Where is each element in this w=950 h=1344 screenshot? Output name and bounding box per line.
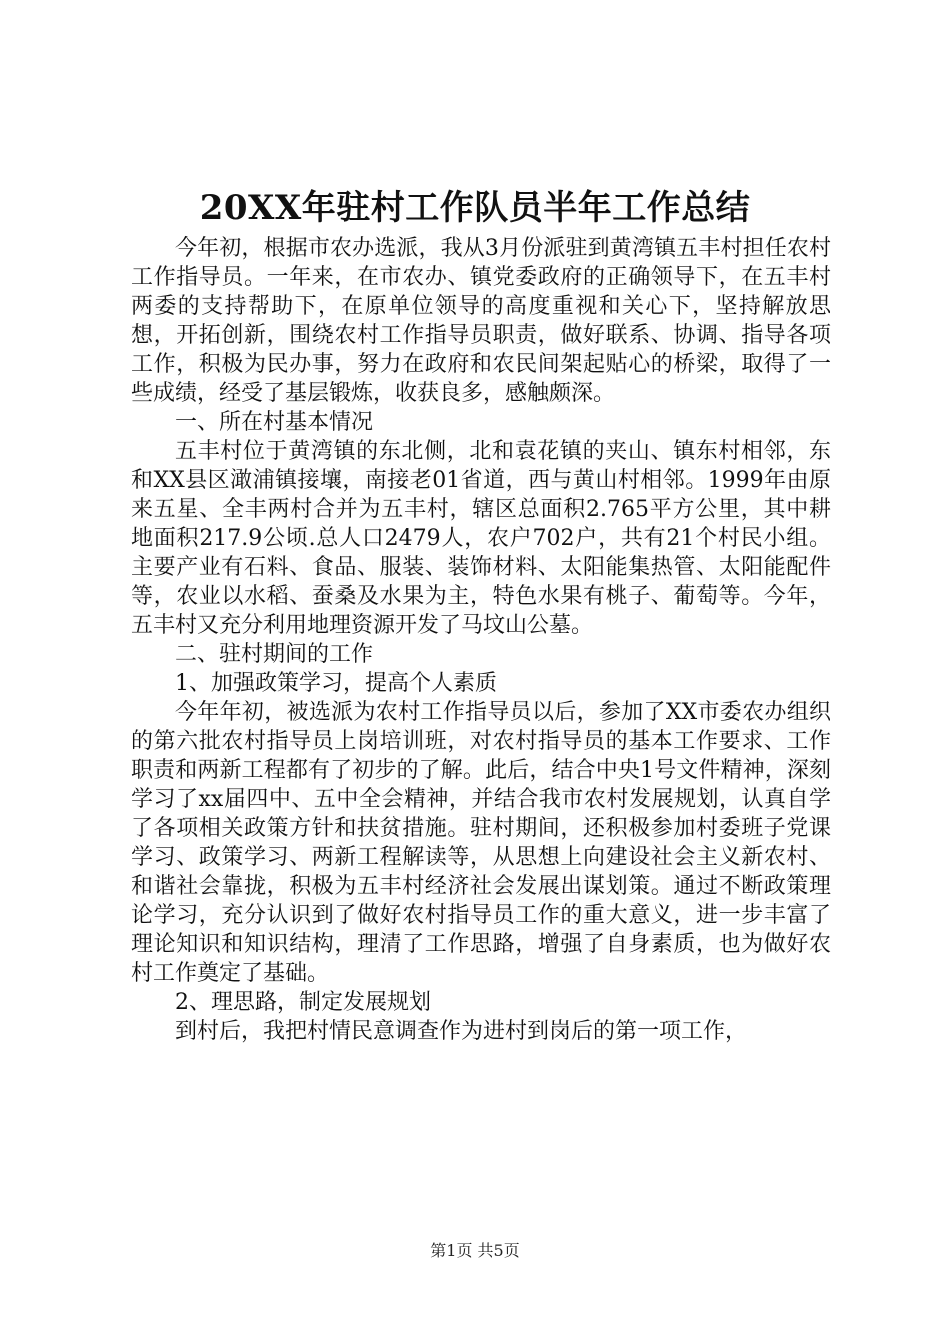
page-number-footer: 第1页 共5页 <box>430 1241 520 1260</box>
section-heading-basic-info: 一、所在村基本情况 <box>175 410 374 435</box>
paragraph-village-info: 五丰村位于黄湾镇的东北侧，北和袁花镇的夹山、镇东村相邻，东和XX县区澉浦镇接壤，南接老01省道，西与黄山村相邻。1999年由原来五星、全丰两村合并为五丰村，辖区总面积2.765平方公里，其中耕地面积217.9公顷.总人口2479人，农户702户，共有21个村民小组。主要产业有石料、食品、服装、装饰材料、太阳能集热管、太阳能配件等，农业以水稻、蚕桑及水果为主，特色水果有桃子、葡萄等。今年，五丰村又充分利用地理资源开发了马坟山公墓。 <box>131 439 831 638</box>
section-heading-work: 二、驻村期间的工作 <box>175 642 374 667</box>
document-title: 20XX年驻村工作队员半年工作总结 <box>199 188 751 228</box>
subsection-heading-policy-study: 1、加强政策学习，提高个人素质 <box>175 671 497 696</box>
subsection-heading-planning: 2、理思路，制定发展规划 <box>175 990 431 1015</box>
document-body <box>131 234 831 1046</box>
paragraph-policy-study: 今年年初，被选派为农村工作指导员以后，参加了XX市委农办组织的第六批农村指导员上岗培训班，对农村指导员的基本工作要求、工作职责和两新工程都有了初步的了解。此后，结合中央1号文件精神，深刻学习了xx届四中、五中全会精神，并结合我市农村发展规划，认真自学了各项相关政策方针和扶贫措施。驻村期间，还积极参加村委班子党课学习、政策学习、两新工程解读等，从思想上向建设社会主义新农村、和谐社会靠拢，积极为五丰村经济社会发展出谋划策。通过不断政策理论学习，充分认识到了做好农村指导员工作的重大意义，进一步丰富了理论知识和知识结构，理清了工作思路，增强了自身素质，也为做好农村工作奠定了基础。 <box>131 700 831 986</box>
paragraph-intro: 今年初，根据市农办选派，我从3月份派驻到黄湾镇五丰村担任农村工作指导员。一年来，在市农办、镇党委政府的正确领导下，在五丰村两委的支持帮助下，在原单位领导的高度重视和关心下，坚持解放思想，开拓创新，围绕农村工作指导员职责，做好联系、协调、指导各项工作，积极为民办事，努力在政府和农民间架起贴心的桥梁，取得了一些成绩，经受了基层锻炼，收获良多，感触颇深。 <box>131 236 831 406</box>
paragraph-planning: 到村后，我把村情民意调查作为进村到岗后的第一项工作， <box>175 1019 748 1044</box>
